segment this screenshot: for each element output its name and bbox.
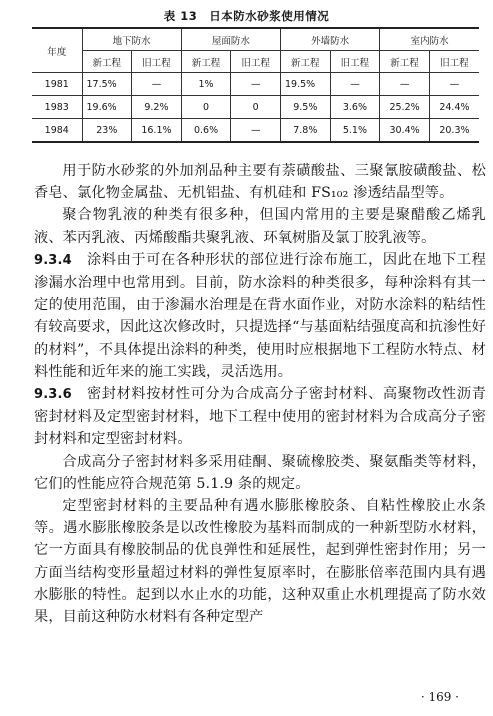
usage-table bbox=[32, 27, 479, 143]
table-cell: 7.8% bbox=[281, 119, 331, 143]
table-cell: 0 bbox=[231, 96, 281, 119]
table-cell: 19.6% bbox=[82, 96, 132, 119]
table-cell: 16.1% bbox=[132, 119, 182, 143]
section-paragraph bbox=[34, 249, 486, 383]
sub-old: 旧工程 bbox=[429, 51, 479, 73]
table-cell: 19.5% bbox=[281, 73, 331, 96]
table-cell: 3.6% bbox=[330, 96, 380, 119]
table-cell: 17.5% bbox=[82, 73, 132, 96]
table-cell: 23% bbox=[82, 119, 132, 143]
sub-old: 旧工程 bbox=[330, 51, 380, 73]
body-text bbox=[34, 160, 486, 628]
sub-new: 新工程 bbox=[281, 51, 331, 73]
paragraph: 聚合物乳液的种类有很多种，但国内常用的主要是聚醋酸乙烯乳液、苯丙乳液、丙烯酸酯共聚乳液、环氧树脂及氯丁胶乳液等。 bbox=[34, 207, 486, 246]
paragraph-text: 密封材料按材性可分为合成高分子密封材料、高聚物改性沥青密封材料及定型密封材料，地下工程中使用的密封材料为合成高分子密封材料和定型密封材料。 bbox=[34, 386, 486, 448]
table-cell: 9.2% bbox=[132, 96, 182, 119]
year-header: 年度 bbox=[32, 28, 82, 73]
table-cell: 30.4% bbox=[380, 119, 430, 143]
table-row bbox=[32, 119, 479, 143]
sub-old: 旧工程 bbox=[132, 51, 182, 73]
group-underground: 地下防水 bbox=[82, 28, 181, 51]
table-cell: — bbox=[429, 73, 479, 96]
sub-new: 新工程 bbox=[82, 51, 132, 73]
table-cell: 9.5% bbox=[281, 96, 331, 119]
year-cell: 1983 bbox=[32, 96, 82, 119]
table-cell: 5.1% bbox=[330, 119, 380, 143]
table-cell: 20.3% bbox=[429, 119, 479, 143]
year-cell: 1984 bbox=[32, 119, 82, 143]
table-cell: — bbox=[380, 73, 430, 96]
table-caption: 表 13 日本防水砂浆使用情况 bbox=[163, 9, 330, 23]
table-cell: 1% bbox=[181, 73, 231, 96]
table-cell: — bbox=[330, 73, 380, 96]
sub-new: 新工程 bbox=[380, 51, 430, 73]
section-paragraph bbox=[34, 383, 486, 451]
group-exterior-wall: 外墙防水 bbox=[281, 28, 380, 51]
paragraph-text: 涂料由于可在各种形状的部位进行涂布施工，因此在地下工程渗漏水治理中也常用到。目前，防水涂料的种类很多，每种涂料有其一定的使用范围，由于渗漏水治理是在背水面作业，对防水涂料的粘结性有较高要求，因此这次修改时，只提选择“与基面粘结强度高和抗渗性好的材料”，不具体提出涂料的种类，使用时应根据地下工程防水特点、材料性能和近年来的施工实践，灵活选用。 bbox=[34, 251, 486, 380]
year-cell: 1981 bbox=[32, 73, 82, 96]
table-cell: 0 bbox=[181, 96, 231, 119]
table-cell: 25.2% bbox=[380, 96, 430, 119]
paragraph: 定型密封材料的主要品种有遇水膨胀橡胶条、自粘性橡胶止水条等。遇水膨胀橡胶条是以改性橡胶为基料而制成的一种新型防水材料，它一方面具有橡胶制品的优良弹性和延展性，起到弹性密封作用；另一方面当结构变形量超过材料的弹性复原率时，在膨胀倍率范围内具有遇水膨胀的特性。起到以水止水的功能，这种双重止水机理提高了防水效果，目前这种防水材料有各种定型产 bbox=[34, 498, 486, 626]
table-row bbox=[32, 96, 479, 119]
table-cell: — bbox=[231, 119, 281, 143]
page-number: · 169 · bbox=[420, 690, 459, 704]
table-row bbox=[32, 73, 479, 96]
section-number: 9.3.4 bbox=[34, 252, 72, 268]
sub-old: 旧工程 bbox=[231, 51, 281, 73]
group-indoor: 室内防水 bbox=[380, 28, 479, 51]
sub-new: 新工程 bbox=[181, 51, 231, 73]
table-cell: — bbox=[132, 73, 182, 96]
table-cell: — bbox=[231, 73, 281, 96]
table-cell: 0.6% bbox=[181, 119, 231, 143]
group-roof: 屋面防水 bbox=[181, 28, 280, 51]
table-cell: 24.4% bbox=[429, 96, 479, 119]
paragraph: 合成高分子密封材料多采用硅酮、聚硫橡胶类、聚氨酯类等材料，它们的性能应符合规范第 5.1.9 条的规定。 bbox=[34, 453, 486, 492]
section-number: 9.3.6 bbox=[34, 387, 72, 403]
paragraph: 用于防水砂浆的外加剂品种主要有萘磺酸盐、三聚氰胺磺酸盐、松香皂、氯化物金属盐、无机铝盐、有机硅和 FS₁₀₂ 渗透结晶型等。 bbox=[34, 163, 486, 202]
